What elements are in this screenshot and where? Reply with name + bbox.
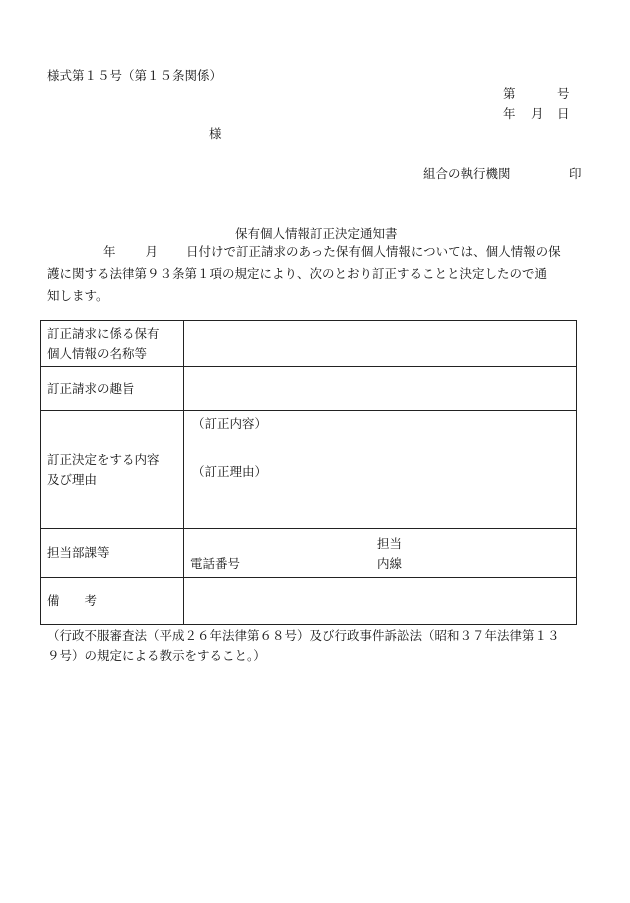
body-line-3: 知します。 xyxy=(47,288,109,303)
remarks-cell[interactable] xyxy=(184,578,577,625)
correction-table xyxy=(40,320,577,625)
extension-label: 内線 xyxy=(377,556,403,571)
row-label-remarks: 備 考 xyxy=(41,578,184,625)
body-line-1 xyxy=(47,241,585,263)
row-label-department: 担当部課等 xyxy=(41,529,184,578)
table-row xyxy=(41,411,577,529)
body-line-1-text: 日付けで訂正請求のあった保有個人情報については、個人情報の保 xyxy=(186,244,561,259)
table-row xyxy=(41,529,577,578)
decision-cell[interactable] xyxy=(184,411,577,529)
label-line: 訂正請求に係る保有 xyxy=(47,325,160,341)
correction-content-heading: （訂正内容） xyxy=(192,416,268,431)
footer-line-1: （行政不服審査法（平成２６年法律第６８号）及び行政事件訴訟法（昭和３７年法律第１３ xyxy=(47,628,560,643)
addressee-suffix: 様 xyxy=(209,126,222,141)
table-row xyxy=(41,578,577,625)
person-in-charge-label: 担当 xyxy=(377,536,403,551)
date-day: 日 xyxy=(557,106,570,121)
body-line-2: 護に関する法律第９３条第１項の規定により、次のとおり訂正することと決定したので通 xyxy=(47,266,548,281)
form-number: 様式第１５号（第１５条関係） xyxy=(47,68,223,83)
row-label-decision xyxy=(41,411,184,529)
date-year: 年 xyxy=(503,106,516,121)
phone-number-label: 電話番号 xyxy=(190,556,241,571)
correction-reason-heading: （訂正理由） xyxy=(192,464,268,479)
info-name-cell[interactable] xyxy=(184,321,577,367)
date-month: 月 xyxy=(531,106,544,121)
table-row xyxy=(41,367,577,411)
body-year-mark: 年 xyxy=(103,244,116,259)
document-title: 保有個人情報訂正決定通知書 xyxy=(235,226,398,241)
footer-line-2: ９号）の規定による教示をすること。） xyxy=(47,648,266,663)
request-purpose-cell[interactable] xyxy=(184,367,577,411)
doc-number-suffix: 号 xyxy=(557,86,570,101)
footer-note xyxy=(47,626,592,666)
row-label-info-name xyxy=(41,321,184,367)
seal-mark: 印 xyxy=(569,166,582,181)
label-line: 個人情報の名称等 xyxy=(47,345,148,361)
body-paragraph xyxy=(47,241,585,307)
table-row xyxy=(41,321,577,367)
label-line: 及び理由 xyxy=(47,471,98,487)
body-month-mark: 月 xyxy=(145,244,159,259)
sender: 組合の執行機関 xyxy=(423,166,511,181)
doc-number-prefix: 第 xyxy=(503,86,516,101)
label-line: 訂正決定をする内容 xyxy=(47,451,160,467)
department-cell[interactable] xyxy=(184,529,577,578)
row-label-request-purpose: 訂正請求の趣旨 xyxy=(41,367,184,411)
